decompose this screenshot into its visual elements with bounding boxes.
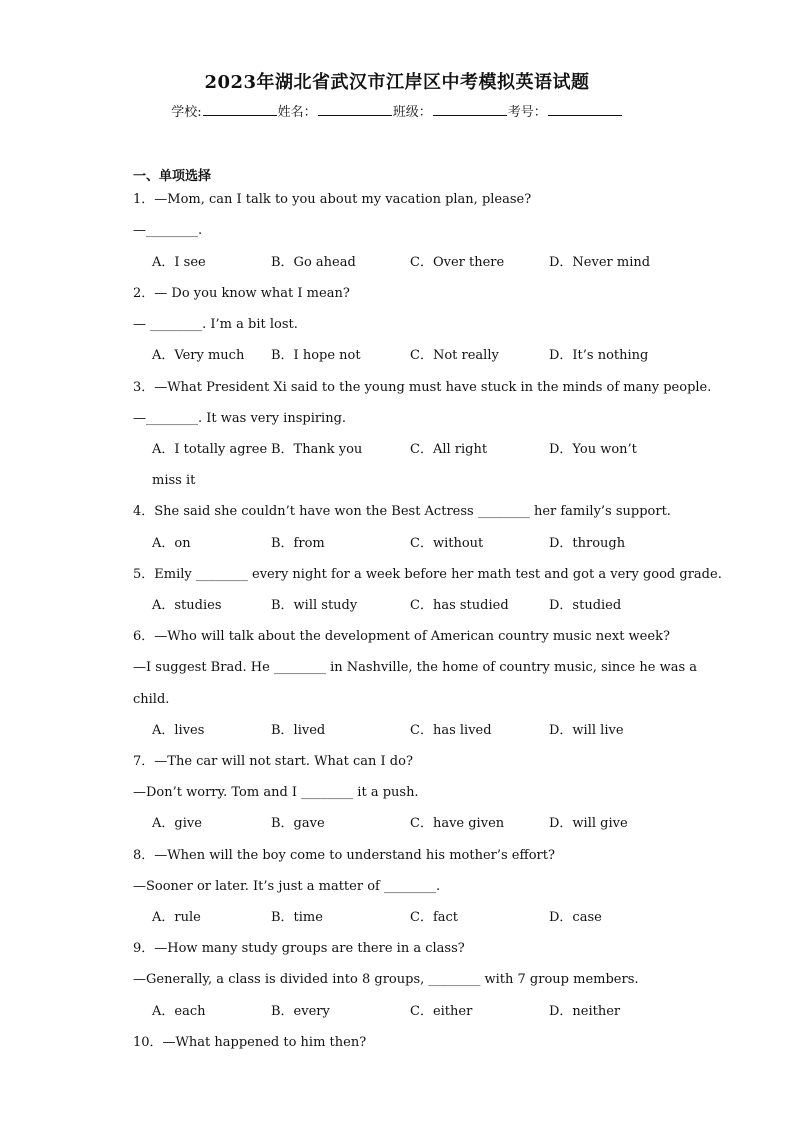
question-5-option-d: D．studied [549,598,622,613]
question-3-option-c: C．All right [410,442,488,457]
name-blank [318,102,392,116]
question-9-line-1: 9．—How many study groups are there in a class? [133,941,465,956]
question-4-option-c: C．without [410,536,484,551]
question-6-line-2: —I suggest Brad. He ________ in Nashville, the home of country music, since he was a [133,660,698,675]
question-8-line-2: —Sooner or later. It’s just a matter of ________. [133,879,441,894]
question-5-option-b: B．will study [271,598,358,613]
question-7-option-d: D．will give [549,816,628,831]
question-7-option-b: B．gave [271,816,325,831]
question-10-line-1: 10．—What happened to him then? [133,1035,367,1050]
school-label: 学校: [171,105,202,120]
question-4-line-1: 4．She said she couldn’t have won the Best Actress ________ her family’s support. [133,504,671,519]
student-info-line [0,101,794,120]
question-3-option-d-wrap: miss it [152,473,196,488]
question-8-option-a: A．rule [152,910,201,925]
question-8-option-b: B．time [271,910,323,925]
question-2-option-d: D．It’s nothing [549,348,649,363]
section-heading: 一、单项选择 [133,169,212,184]
name-label: 姓名： [277,105,317,120]
question-9-option-c: C．either [410,1004,473,1019]
question-7-line-2: —Don’t worry. Tom and I ________ it a push. [133,785,419,800]
number-blank [548,102,622,116]
question-6-option-d: D．will live [549,723,624,738]
question-6-option-b: B．lived [271,723,326,738]
question-5-option-c: C．has studied [410,598,509,613]
question-1-option-c: C．Over there [410,255,505,270]
question-4-option-a: A．on [152,536,191,551]
question-8-option-d: D．case [549,910,602,925]
question-9-option-a: A．each [152,1004,206,1019]
question-9-line-2: —Generally, a class is divided into 8 groups, ________ with 7 group members. [133,972,639,987]
question-7-option-a: A．give [152,816,202,831]
question-6-line-3: child. [133,692,170,707]
question-3-option-d: D．You won’t [549,442,637,457]
question-3-line-2: —________. It was very inspiring. [133,411,347,426]
question-8-option-c: C．fact [410,910,459,925]
question-6-line-1: 6．—Who will talk about the development of American country music next week? [133,629,670,644]
question-2-option-c: C．Not really [410,348,499,363]
question-5-line-1: 5．Emily ________ every night for a week before her math test and got a very good grade. [133,567,722,582]
number-label: 考号： [507,105,547,120]
question-2-option-a: A．Very much [152,348,245,363]
question-2-option-b: B．I hope not [271,348,361,363]
question-3-option-a: A．I totally agree [152,442,268,457]
question-1-option-a: A．I see [152,255,206,270]
question-7-line-1: 7．—The car will not start. What can I do? [133,754,413,769]
question-6-option-c: C．has lived [410,723,492,738]
question-2-line-2: — ________. I’m a bit lost. [133,317,298,332]
question-3-line-1: 3．—What President Xi said to the young must have stuck in the minds of many people. [133,380,712,395]
question-1-option-b: B．Go ahead [271,255,356,270]
page-title: 2023年湖北省武汉市江岸区中考模拟英语试题 [204,72,590,93]
question-4-option-b: B．from [271,536,325,551]
class-label: 班级： [392,105,432,120]
question-8-line-1: 8．—When will the boy come to understand his mother’s effort? [133,848,555,863]
question-7-option-c: C．have given [410,816,505,831]
school-blank [203,102,277,116]
question-1-line-2: —________. [133,223,203,238]
question-6-option-a: A．lives [152,723,205,738]
question-4-option-d: D．through [549,536,626,551]
question-5-option-a: A．studies [152,598,222,613]
class-blank [433,102,507,116]
question-1-line-1: 1．—Mom, can I talk to you about my vacation plan, please? [133,192,532,207]
question-3-option-b: B．Thank you [271,442,363,457]
question-9-option-d: D．neither [549,1004,621,1019]
question-2-line-1: 2．— Do you know what I mean? [133,286,350,301]
question-9-option-b: B．every [271,1004,330,1019]
question-1-option-d: D．Never mind [549,255,651,270]
